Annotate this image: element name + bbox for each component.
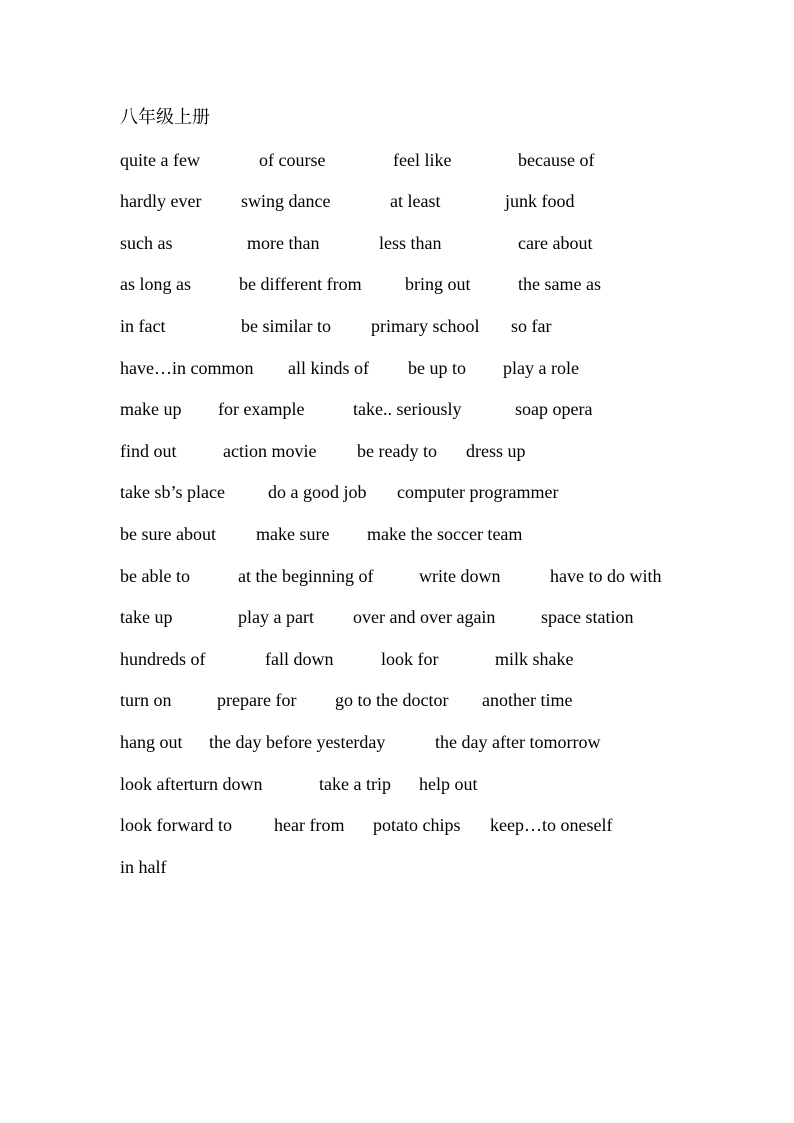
phrase-row <box>0 148 794 172</box>
phrase-item: another time <box>482 690 573 710</box>
phrase-item: potato chips <box>373 815 461 835</box>
phrase-item: fall down <box>265 649 334 669</box>
phrase-item: less than <box>379 233 442 253</box>
phrase-item: look after <box>120 774 190 794</box>
phrase-item: be similar to <box>241 316 331 336</box>
phrase-item: look forward to <box>120 815 232 835</box>
phrase-row <box>0 189 794 213</box>
phrase-item: do a good job <box>268 482 367 502</box>
phrase-item: turn down <box>189 774 263 794</box>
phrase-row <box>0 231 794 255</box>
phrase-item: in half <box>120 857 167 877</box>
phrase-item: play a part <box>238 607 314 627</box>
phrase-item: hardly ever <box>120 191 202 211</box>
phrase-row <box>0 730 794 754</box>
phrase-item: be up to <box>408 358 466 378</box>
phrase-item: soap opera <box>515 399 593 419</box>
phrase-item: primary school <box>371 316 480 336</box>
phrase-item: space station <box>541 607 634 627</box>
phrase-item: have…in common <box>120 358 254 378</box>
phrase-item: find out <box>120 441 177 461</box>
phrase-item: play a role <box>503 358 579 378</box>
phrase-item: computer programmer <box>397 482 559 502</box>
phrase-item: the day after tomorrow <box>435 732 601 752</box>
phrase-item: make up <box>120 399 182 419</box>
phrase-item: bring out <box>405 274 471 294</box>
phrase-row <box>0 855 794 879</box>
phrase-item: prepare for <box>217 690 297 710</box>
phrase-item: be ready to <box>357 441 437 461</box>
phrase-row <box>0 772 794 796</box>
phrase-item: dress up <box>466 441 526 461</box>
phrase-item: take up <box>120 607 173 627</box>
phrase-item: action movie <box>223 441 317 461</box>
phrase-row <box>0 813 794 837</box>
phrase-item: make the soccer team <box>367 524 523 544</box>
phrase-item: be sure about <box>120 524 216 544</box>
phrase-item: turn on <box>120 690 172 710</box>
phrase-row <box>0 397 794 421</box>
phrase-item: take a trip <box>319 774 391 794</box>
phrase-item: care about <box>518 233 593 253</box>
phrase-item: quite a few <box>120 150 200 170</box>
phrase-row <box>0 522 794 546</box>
phrase-item: the day before yesterday <box>209 732 386 752</box>
phrase-row <box>0 647 794 671</box>
phrase-item: junk food <box>505 191 575 211</box>
phrase-item: take sb’s place <box>120 482 225 502</box>
phrase-item: go to the doctor <box>335 690 449 710</box>
phrase-row <box>0 688 794 712</box>
phrase-item: at least <box>390 191 441 211</box>
phrase-item: milk shake <box>495 649 574 669</box>
phrase-item: over and over again <box>353 607 496 627</box>
phrase-row <box>0 356 794 380</box>
phrase-item: hear from <box>274 815 345 835</box>
page-title: 八年级上册 <box>120 107 210 128</box>
phrase-row <box>0 272 794 296</box>
phrase-item: hundreds of <box>120 649 206 669</box>
phrase-item: write down <box>419 566 501 586</box>
phrase-row <box>0 480 794 504</box>
phrase-item: look for <box>381 649 439 669</box>
phrase-item: take.. seriously <box>353 399 462 419</box>
phrase-item: all kinds of <box>288 358 369 378</box>
phrase-item: the same as <box>518 274 601 294</box>
phrase-item: of course <box>259 150 326 170</box>
phrase-item: be different from <box>239 274 362 294</box>
phrase-item: such as <box>120 233 173 253</box>
phrase-item: swing dance <box>241 191 331 211</box>
phrase-item: hang out <box>120 732 183 752</box>
phrase-item: feel like <box>393 150 452 170</box>
phrase-item: for example <box>218 399 305 419</box>
phrase-item: more than <box>247 233 320 253</box>
phrase-item: so far <box>511 316 552 336</box>
phrase-item: as long as <box>120 274 191 294</box>
phrase-item: have to do with <box>550 566 662 586</box>
phrase-item: in fact <box>120 316 166 336</box>
phrase-row <box>0 314 794 338</box>
phrase-item: at the beginning of <box>238 566 374 586</box>
phrase-row <box>0 605 794 629</box>
phrase-item: keep…to oneself <box>490 815 613 835</box>
phrase-item: because of <box>518 150 595 170</box>
phrase-row <box>0 439 794 463</box>
phrase-item: be able to <box>120 566 190 586</box>
phrase-item: make sure <box>256 524 330 544</box>
phrase-item: help out <box>419 774 478 794</box>
phrase-row <box>0 564 794 588</box>
